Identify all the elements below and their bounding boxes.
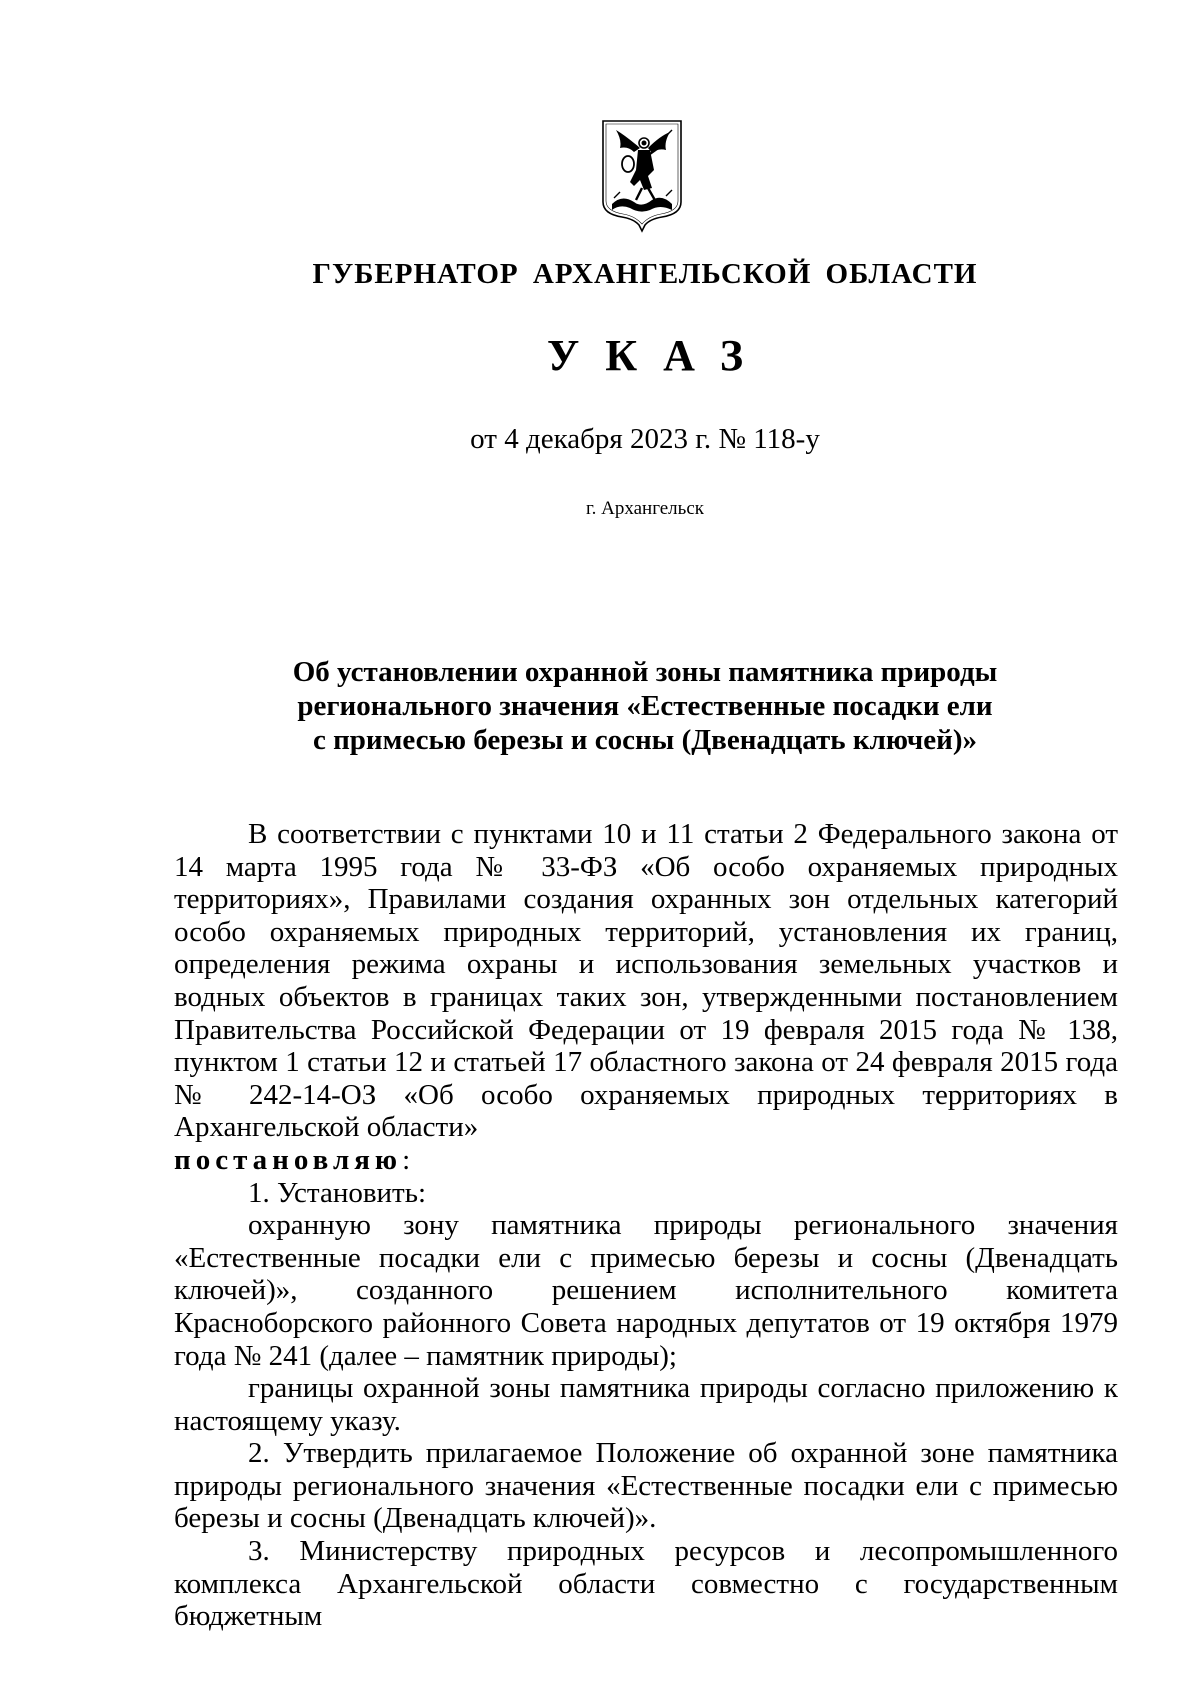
- title-line-1: Об установлении охранной зоны памятника природы: [292, 656, 998, 688]
- document-body: [174, 818, 1118, 1633]
- decree-colon: :: [402, 1143, 411, 1176]
- item-3-paragraph: 3. Министерству природных ресурсов и лесопромышленного комплекса Архангельской области совместно с государственным бюджетным: [174, 1535, 1118, 1633]
- title-line-3: с примесью березы и сосны (Двенадцать ключей)»: [312, 724, 978, 756]
- title-line-2: регионального значения «Естественные посадки ели: [297, 690, 993, 722]
- item-1-heading: 1. Установить:: [248, 1176, 427, 1209]
- decree-word: постановляю: [174, 1143, 403, 1176]
- issuing-authority: ГУБЕРНАТОР АРХАНГЕЛЬСКОЙ ОБЛАСТИ: [312, 258, 978, 290]
- decree-paragraph: [174, 1144, 1118, 1177]
- item-2-paragraph: 2. Утвердить прилагаемое Положение об охранной зоне памятника природы регионального значения «Естественные посадки ели с примесью березы и сосны (Двенадцать ключей)».: [174, 1437, 1118, 1535]
- document-type: УКАЗ: [546, 331, 770, 380]
- document-title: [0, 655, 1200, 757]
- item-1-subparagraph-b: границы охранной зоны памятника природы согласно приложению к настоящему указу.: [174, 1372, 1118, 1437]
- document-date-number: от 4 декабря 2023 г. № 118-у: [470, 423, 820, 455]
- preamble-paragraph: В соответствии с пунктами 10 и 11 статьи 2 Федерального закона от 14 марта 1995 года № 33-ФЗ «Об особо охраняемых природных территориях», Правилами создания охранных зон отдельных категорий особо охраняемых природных территорий, установления их границ, определения режима охраны и использования земельных участков и водных объектов в границах таких зон, утвержденными постановлением Правительства Российской Федерации от 19 февраля 2015 года № 138, пунктом 1 статьи 12 и статьей 17 областного закона от 24 февраля 2015 года № 242-14-ОЗ «Об особо охраняемых природных территориях в Архангельской области»: [174, 818, 1118, 1144]
- document-city: г. Архангельск: [585, 498, 704, 519]
- coat-of-arms-icon: [600, 118, 684, 234]
- item-1-subparagraph-a: охранную зону памятника природы регионального значения «Естественные посадки ели с примесью березы и сосны (Двенадцать ключей)», созданного решением исполнительного комитета Красноборского районного Совета народных депутатов от 19 октября 1979 года № 241 (далее – памятник природы);: [174, 1209, 1118, 1372]
